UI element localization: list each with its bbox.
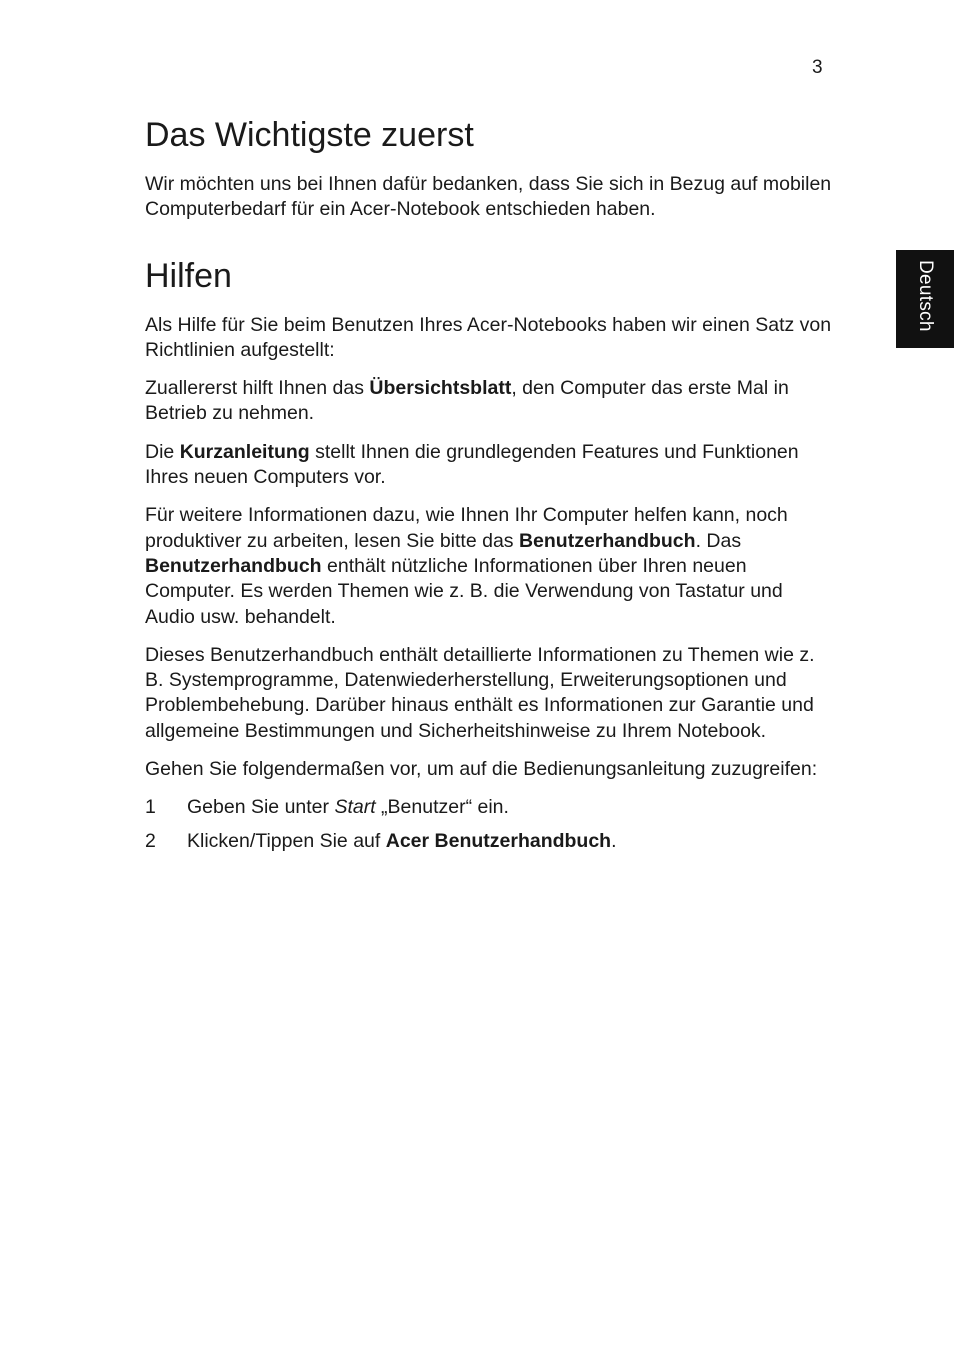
section-title-first-steps: Das Wichtigste zuerst [145, 116, 474, 154]
text-run: Die [145, 440, 180, 463]
help-paragraph-3 [145, 440, 835, 491]
list-item [145, 829, 835, 854]
text-run: „Benutzer“ ein. [375, 796, 509, 819]
text-run: enthält nützliche Informationen über Ihren neuen Computer. Es werden Themen wie z. B. die Verwendung von Tastatur und Audio usw. behandelt. [145, 554, 783, 628]
text-run: Zuallererst hilft Ihnen das [145, 377, 370, 400]
bold-term-quick-guide: Kurzanleitung [179, 440, 310, 463]
text-run: Für weitere Informationen dazu, wie Ihnen Ihr Computer helfen kann, noch produktiver zu arbeiten, lesen Sie bitte das [145, 504, 788, 552]
text-run: stellt Ihnen die grundlegenden Features und Funktionen Ihres neuen Computers vor. [145, 440, 799, 489]
text-run: Klicken/Tippen Sie auf [187, 829, 386, 852]
page-content [145, 114, 835, 862]
text-run: . Das [695, 529, 742, 552]
language-tab-label: Deutsch [915, 260, 936, 332]
step-number: 2 [145, 829, 156, 852]
help-paragraph-5: Dieses Benutzerhandbuch enthält detaillierte Informationen zu Themen wie z. B. Systemprogramme, Datenwiederherstellung, Erweiterungsoptionen und Problembehebung. Darüber hinaus enthält es Informationen zur Garantie und allgemeine Bestimmungen und Sicherheitshinweise zu Ihrem Notebook. [145, 643, 815, 742]
text-run: , den Computer das erste Mal in Betrieb zu nehmen. [145, 377, 789, 425]
intro-paragraph: Wir möchten uns bei Ihnen dafür bedanken, dass Sie sich in Bezug auf mobilen Computerbedarf für ein Acer-Notebook entschieden haben. [145, 173, 832, 221]
bold-term-user-manual: Benutzerhandbuch [518, 529, 696, 552]
language-tab [896, 250, 954, 348]
text-run: Geben Sie unter [187, 796, 335, 819]
help-paragraph-4 [145, 503, 835, 629]
list-item [145, 795, 835, 820]
bold-term-acer-user-manual: Acer Benutzerhandbuch [385, 829, 612, 852]
section-title-help: Hilfen [145, 256, 232, 295]
help-paragraph-1: Als Hilfe für Sie beim Benutzen Ihres Acer-Notebooks haben wir einen Satz von Richtlinien aufgestellt: [145, 313, 832, 361]
steps-list [145, 795, 835, 854]
help-paragraph-6: Gehen Sie folgendermaßen vor, um auf die Bedienungsanleitung zuzugreifen: [145, 758, 818, 781]
help-paragraph-2 [145, 376, 835, 427]
text-run: . [611, 829, 617, 852]
step-number: 1 [145, 796, 156, 819]
bold-term-user-manual: Benutzerhandbuch [145, 554, 322, 577]
italic-term-start: Start [334, 796, 376, 819]
bold-term-overview-sheet: Übersichtsblatt [369, 377, 512, 400]
page-number: 3 [812, 57, 823, 78]
